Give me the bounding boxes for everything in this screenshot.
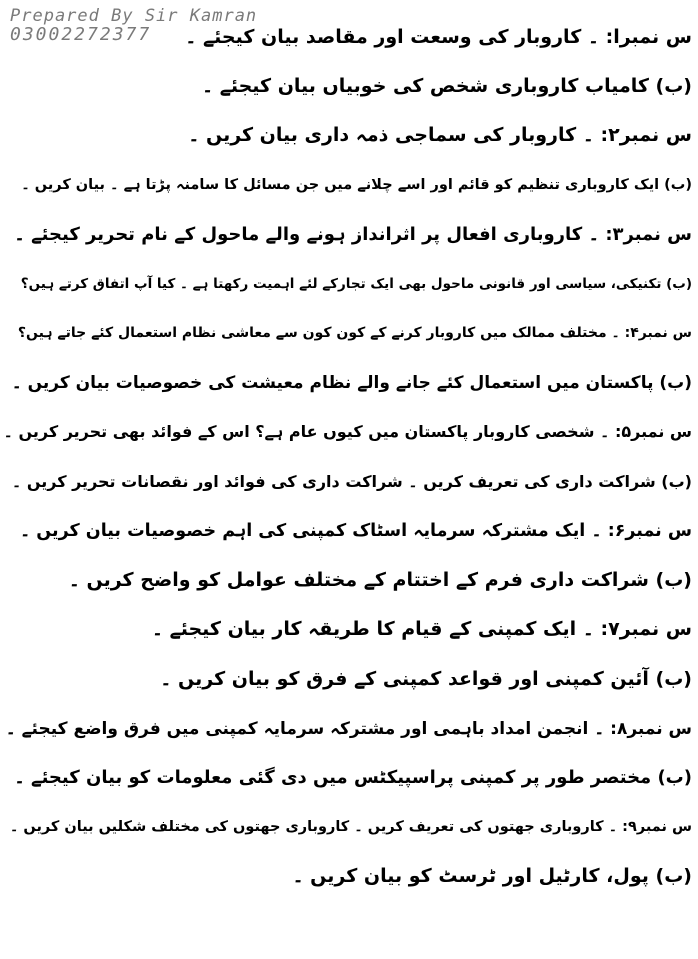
- question-5b: (ب) شراکت داری کی تعریف کریں ۔ شراکت داری کی فوائد اور نقصانات تحریر کریں ۔: [11, 471, 692, 491]
- question-2a: س نمبر۲: ۔ کاروبار کی سماجی ذمہ داری بیان کریں ۔: [188, 124, 692, 147]
- question-4b: (ب) پاکستان میں استعمال کئے جانے والے نظام معیشت کی خصوصیات بیان کریں ۔: [11, 372, 692, 393]
- watermark: [10, 8, 350, 45]
- question-8a: س نمبر۸: ۔ انجمن امداد باہمی اور مشترکہ سرمایہ کمپنی میں فرق واضع کیجئے ۔: [5, 718, 692, 739]
- question-7b: (ب) آئین کمپنی اور قواعد کمپنی کے فرق کو بیان کریں ۔: [160, 667, 692, 690]
- question-6a: س نمبر۶: ۔ ایک مشترکہ سرمایہ اسٹاک کمپنی کی اہم خصوصیات بیان کریں ۔: [19, 520, 692, 541]
- question-8b: (ب) مختصر طور پر کمپنی پراسپیکٹس میں دی گئی معلومات کو بیان کیجئے ۔: [14, 767, 692, 789]
- question-1a: س نمبرا: ۔ کاروبار کی وسعت اور مقاصد بیان کیجئے ۔: [185, 25, 692, 48]
- watermark-author: Prepared By Sir Kamran: [10, 6, 258, 26]
- question-2b: (ب) ایک کاروباری تنظیم کو قائم اور اسے چلانے میں جن مسائل کا سامنہ پڑتا ہے ۔ بیان کریں ۔: [21, 176, 692, 193]
- question-4a: س نمبر۴: ۔ مختلف ممالک میں کاروبار کرنے کے کون کون سے معاشی نظام استعمال کئے جاتے ہیں؟: [17, 325, 692, 342]
- question-5a: س نمبر۵: ۔ شخصی کاروبار پاکستان میں کیوں عام ہے؟ اس کے فوائد بھی تحریر کریں ۔: [4, 422, 692, 442]
- question-list: [4, 12, 692, 901]
- question-9a: س نمبر۹: ۔ کاروباری جھتوں کی تعریف کریں ۔ کاروباری جھتوں کی مختلف شکلیں بیان کریں ۔: [9, 818, 692, 835]
- question-7a: س نمبر۷: ۔ ایک کمپنی کے قیام کا طریقہ کار بیان کیجئے ۔: [151, 618, 692, 641]
- watermark-phone: 03002272377: [10, 23, 152, 45]
- question-1b: (ب) کامیاب کاروباری شخص کی خوبیاں بیان کیجئے ۔: [201, 75, 692, 98]
- question-9b: (ب) پول، کارٹیل اور ٹرسٹ کو بیان کریں ۔: [292, 865, 692, 888]
- question-6b: (ب) شراکت داری فرم کے اختتام کے مختلف عوامل کو واضح کریں ۔: [68, 568, 692, 591]
- question-3b: (ب) تکنیکی، سیاسی اور قانونی ماحول بھی ایک تجارکے لئے اہمیت رکھتا ہے ۔ کیا آپ اتفاق کرتے ہیں؟: [20, 275, 692, 292]
- question-3a: س نمبر۳: ۔ کاروباری افعال پر اثرانداز ہونے والے ماحول کے نام تحریر کیجئے ۔: [14, 223, 692, 245]
